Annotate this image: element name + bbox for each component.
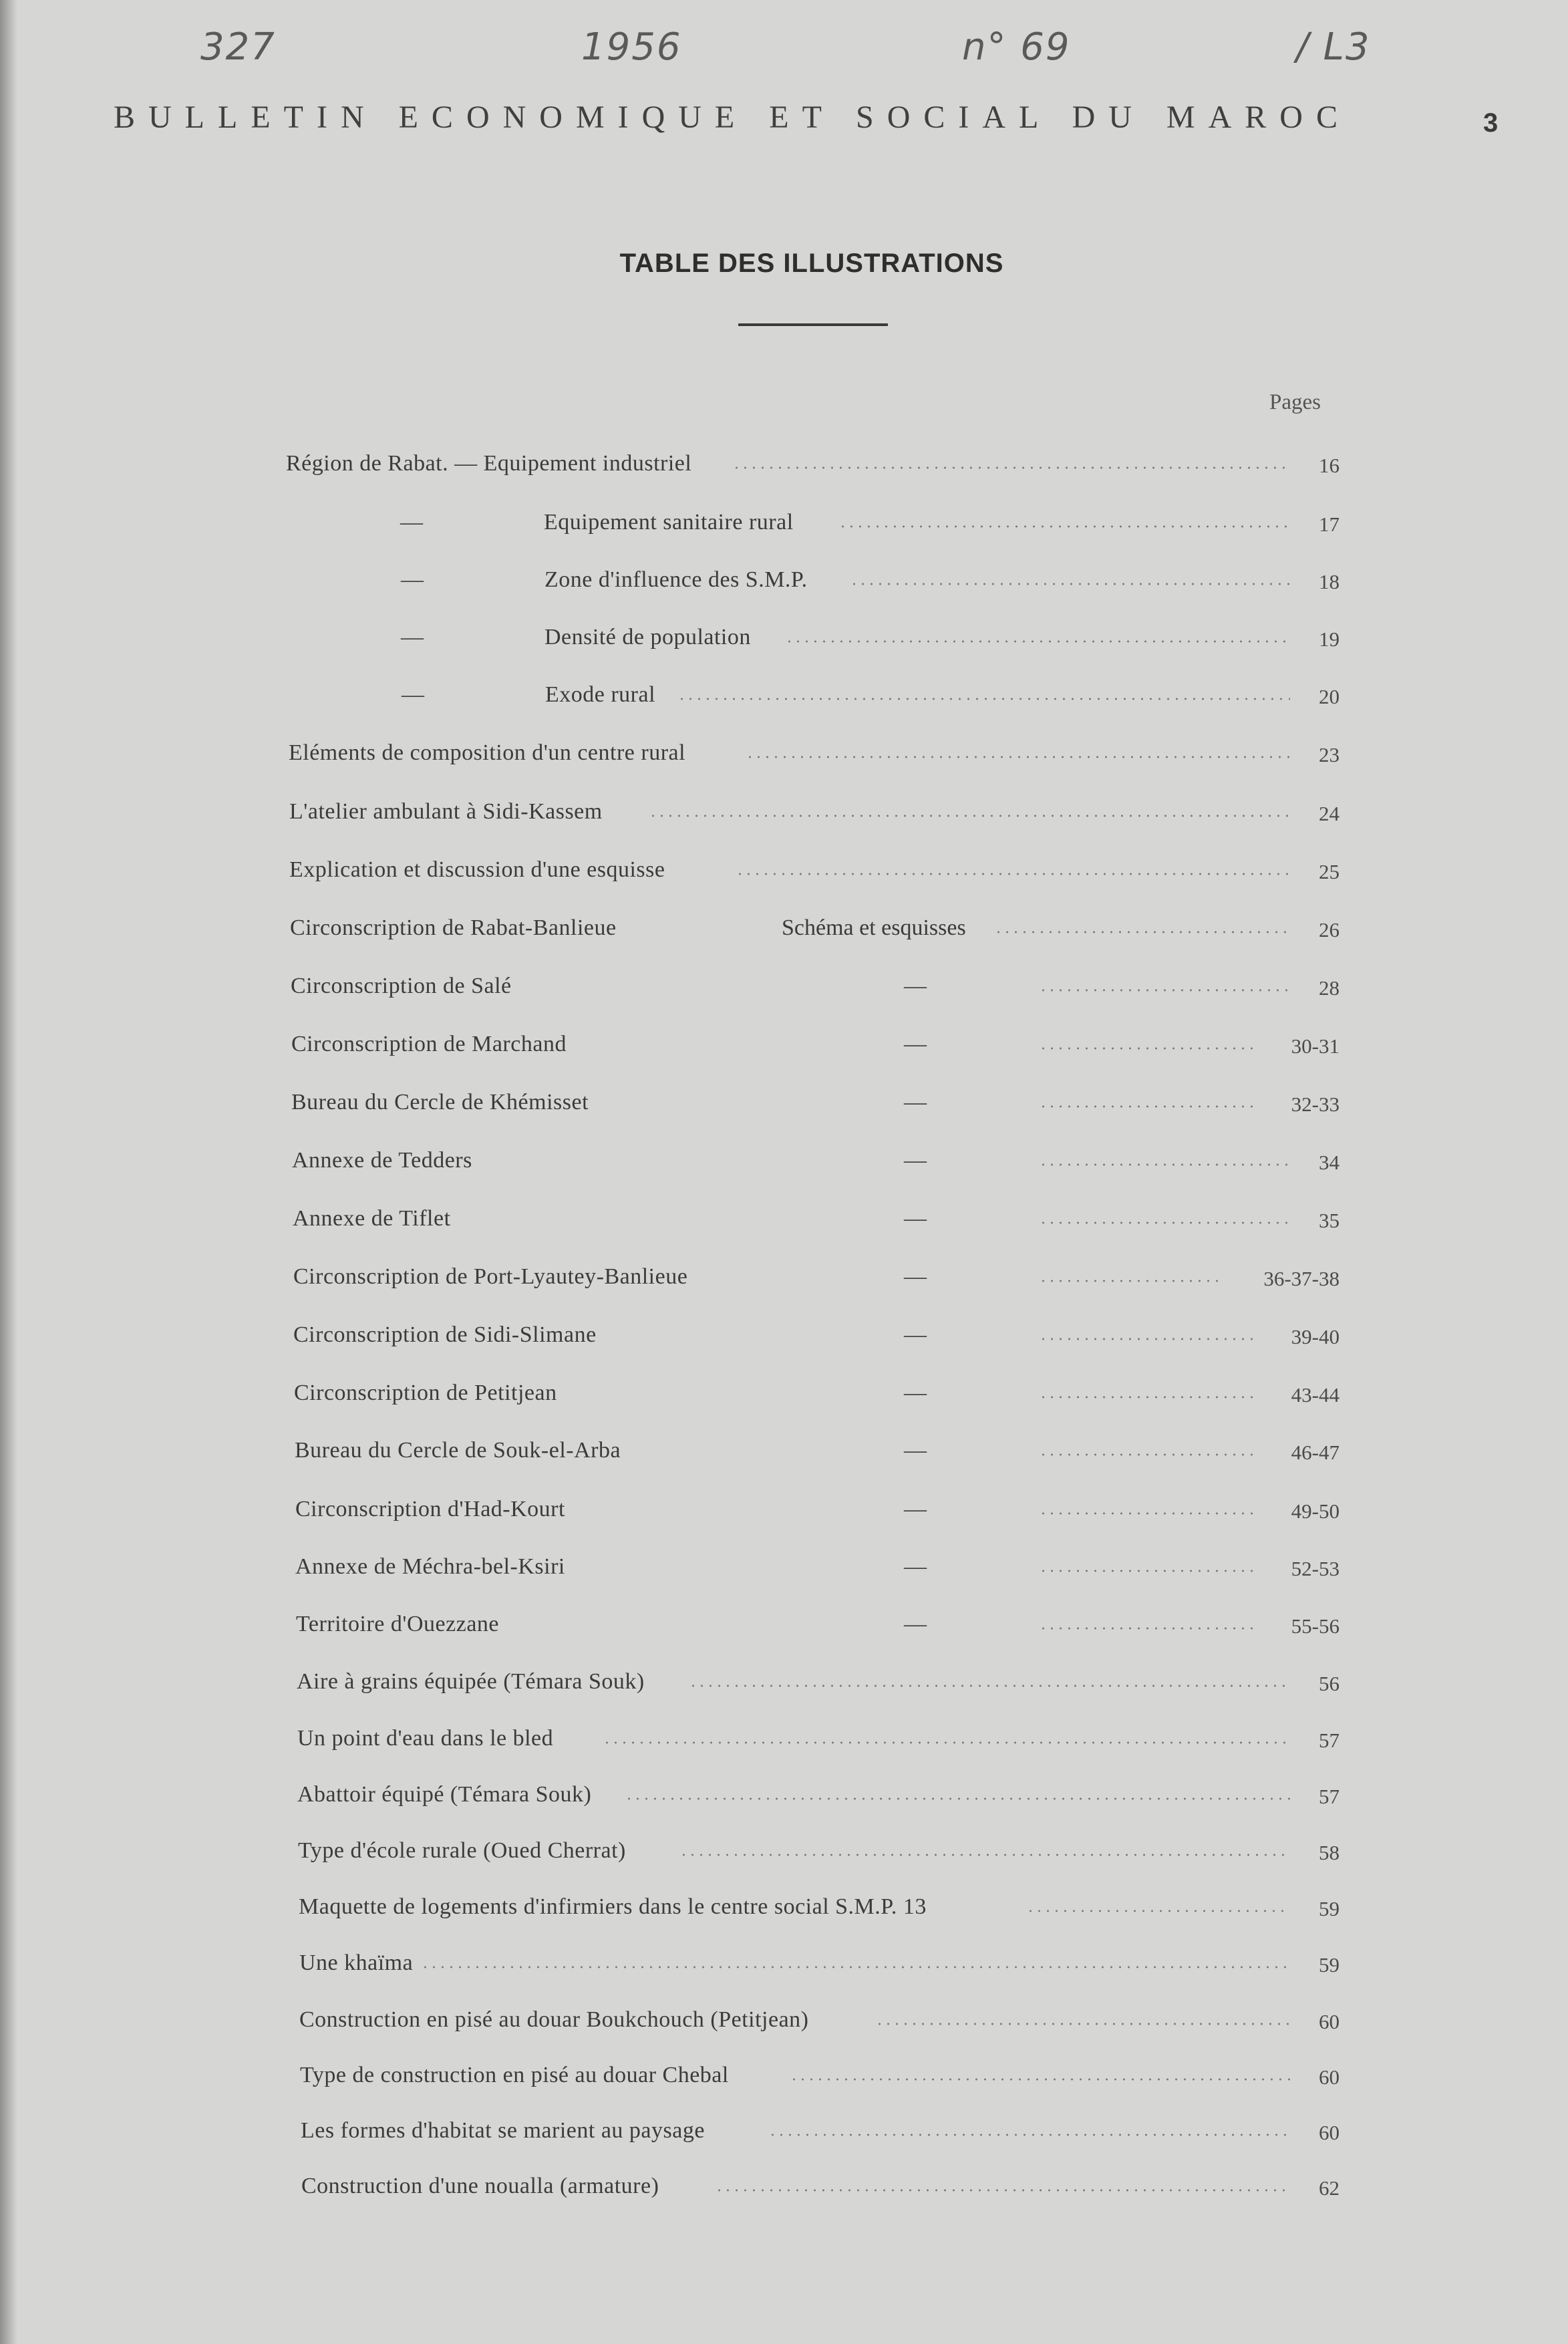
toc-entry — [0, 567, 1568, 597]
entry-page-number: 57 — [1319, 1729, 1340, 1752]
entry-label: L'atelier ambulant à Sidi-Kassem — [289, 799, 603, 824]
entry-page-number: 46-47 — [1291, 1441, 1340, 1464]
dot-leader — [746, 755, 1290, 759]
entry-label: Circonscription de Salé — [291, 974, 512, 998]
entry-label: Eléments de composition d'un centre rural — [289, 740, 686, 765]
entry-page-number: 58 — [1319, 1841, 1340, 1864]
dot-leader — [1026, 1909, 1290, 1913]
entry-page-number: 35 — [1319, 1209, 1340, 1232]
toc-entry — [0, 740, 1568, 770]
ditto-dash: — — [904, 974, 927, 998]
toc-entry — [0, 1148, 1568, 1177]
continuation-dash: — — [401, 625, 424, 649]
dot-leader — [1039, 1046, 1256, 1050]
dot-leader — [1039, 1163, 1290, 1167]
toc-entry — [0, 1090, 1568, 1119]
dot-leader — [625, 1797, 1290, 1801]
ditto-dash: — — [904, 1438, 927, 1463]
handwritten-mark: 327 — [200, 25, 276, 69]
ditto-dash: — — [904, 1090, 927, 1115]
page-number: 3 — [1483, 108, 1499, 138]
dot-leader — [838, 525, 1290, 529]
entry-page-number: 32-33 — [1291, 1092, 1340, 1116]
ditto-dash: — — [904, 1554, 927, 1579]
entry-label: Construction d'une noualla (armature) — [301, 2174, 659, 2198]
entry-label: Circonscription de Petitjean — [294, 1380, 557, 1405]
dot-leader — [1039, 1453, 1256, 1457]
entry-page-number: 60 — [1319, 2010, 1340, 2033]
ditto-dash: — — [904, 1148, 927, 1173]
toc-entry — [0, 1322, 1568, 1352]
entry-label: Annexe de Tiflet — [293, 1206, 451, 1231]
entry-label: Abattoir équipé (Témara Souk) — [297, 1782, 592, 1807]
toc-entry — [0, 1838, 1568, 1868]
entry-label: Les formes d'habitat se marient au paysage — [301, 2118, 705, 2143]
dot-leader — [677, 697, 1290, 701]
entry-label: Circonscription de Port-Lyautey-Banlieue — [293, 1264, 688, 1289]
entry-page-number: 28 — [1319, 976, 1340, 1000]
entry-page-number: 16 — [1319, 454, 1340, 477]
dot-leader — [736, 872, 1290, 876]
ditto-dash: — — [904, 1032, 927, 1056]
entry-page-number: 39-40 — [1291, 1325, 1340, 1348]
toc-entry — [0, 799, 1568, 829]
toc-entry — [0, 451, 1568, 480]
entry-page-number: 17 — [1319, 512, 1340, 536]
toc-entry — [0, 2174, 1568, 2203]
continuation-dash: — — [400, 510, 423, 535]
entry-label: Exode rural — [545, 682, 656, 707]
entry-label: Circonscription d'Had-Kourt — [295, 1497, 565, 1521]
entry-page-number: 60 — [1319, 2121, 1340, 2144]
entry-page-number: 59 — [1319, 1897, 1340, 1920]
ditto-dash: — — [904, 1612, 927, 1636]
entry-label: Circonscription de Marchand — [291, 1032, 567, 1056]
entry-page-number: 43-44 — [1291, 1383, 1340, 1407]
entry-label: Type de construction en pisé au douar Chebal — [300, 2063, 729, 2087]
entry-label: Zone d'influence des S.M.P. — [544, 567, 808, 592]
entry-label: Densité de population — [544, 625, 751, 649]
entry-label: Territoire d'Ouezzane — [296, 1612, 500, 1636]
toc-entry — [0, 915, 1568, 945]
toc-entry — [0, 1380, 1568, 1410]
entry-label: Région de Rabat. — Equipement industriel — [286, 451, 692, 476]
toc-entry — [0, 682, 1568, 712]
dot-leader — [790, 2077, 1290, 2081]
continuation-dash: — — [401, 567, 424, 592]
entry-label: Aire à grains équipée (Témara Souk) — [297, 1669, 645, 1694]
entry-page-number: 25 — [1319, 860, 1340, 883]
toc-entry — [0, 1264, 1568, 1294]
ditto-dash: — — [904, 1380, 927, 1405]
toc-entry — [0, 1669, 1568, 1699]
dot-leader — [732, 466, 1290, 470]
dot-leader — [1039, 1569, 1256, 1573]
title-underline — [738, 323, 888, 326]
entry-page-number: 34 — [1319, 1151, 1340, 1174]
entry-subtitle: Schéma et esquisses — [782, 915, 966, 940]
ditto-dash: — — [904, 1322, 927, 1347]
dot-leader — [785, 639, 1290, 643]
entry-label: Circonscription de Sidi-Slimane — [293, 1322, 597, 1347]
toc-entry — [0, 510, 1568, 539]
page-title: TABLE DES ILLUSTRATIONS — [619, 249, 1004, 278]
entry-label: Construction en pisé au douar Boukchouch (Petitjean) — [299, 2007, 809, 2032]
entry-page-number: 36-37-38 — [1263, 1267, 1340, 1290]
entry-page-number: 19 — [1319, 627, 1340, 651]
toc-entry — [0, 1782, 1568, 1811]
entry-label: Equipement sanitaire rural — [544, 510, 794, 535]
entry-page-number: 18 — [1319, 570, 1340, 593]
toc-entry — [0, 974, 1568, 1003]
entry-page-number: 56 — [1319, 1672, 1340, 1695]
entry-label: Bureau du Cercle de Souk-el-Arba — [295, 1438, 621, 1463]
entry-label: Maquette de logements d'infirmiers dans le centre social S.M.P. 13 — [299, 1894, 927, 1919]
toc-entry — [0, 2063, 1568, 2092]
toc-entry — [0, 1032, 1568, 1061]
entry-page-number: 57 — [1319, 1785, 1340, 1808]
entry-label: Explication et discussion d'une esquisse — [289, 857, 665, 882]
pages-column-header: Pages — [1269, 390, 1321, 414]
dot-leader — [1039, 1337, 1256, 1341]
dot-leader — [1039, 1221, 1290, 1225]
masthead: BULLETIN ECONOMIQUE ET SOCIAL DU MAROC — [114, 100, 1351, 135]
toc-entry — [0, 1950, 1568, 1980]
entry-label: Annexe de Méchra-bel-Ksiri — [295, 1554, 565, 1579]
entry-page-number: 55-56 — [1291, 1614, 1340, 1638]
ditto-dash: — — [904, 1497, 927, 1521]
toc-entry — [0, 857, 1568, 887]
entry-label: Un point d'eau dans le bled — [297, 1726, 554, 1751]
entry-label: Bureau du Cercle de Khémisset — [291, 1090, 589, 1115]
toc-entry — [0, 2007, 1568, 2037]
entry-page-number: 62 — [1319, 2176, 1340, 2200]
toc-entry — [0, 1206, 1568, 1235]
entry-label: Annexe de Tedders — [292, 1148, 472, 1173]
entry-page-number: 60 — [1319, 2065, 1340, 2089]
toc-entry — [0, 1554, 1568, 1584]
handwritten-mark: / L3 — [1296, 25, 1371, 69]
entry-page-number: 24 — [1319, 802, 1340, 825]
toc-entry — [0, 625, 1568, 654]
handwritten-mark: 1956 — [581, 25, 682, 69]
dot-leader — [1039, 1511, 1256, 1515]
dot-leader — [1039, 988, 1290, 992]
dot-leader — [1039, 1279, 1222, 1283]
dot-leader — [875, 2022, 1290, 2026]
entry-label: Circonscription de Rabat-Banlieue — [290, 915, 617, 940]
toc-entry — [0, 1612, 1568, 1641]
toc-entry — [0, 2118, 1568, 2148]
dot-leader — [768, 2133, 1290, 2137]
dot-leader — [421, 1965, 1290, 1969]
toc-entry — [0, 1894, 1568, 1924]
dot-leader — [1039, 1105, 1256, 1109]
dot-leader — [689, 1684, 1290, 1688]
entry-page-number: 20 — [1319, 685, 1340, 708]
dot-leader — [1039, 1626, 1256, 1630]
toc-entry — [0, 1726, 1568, 1755]
dot-leader — [1039, 1395, 1256, 1399]
dot-leader — [715, 2188, 1290, 2192]
dot-leader — [994, 930, 1290, 934]
entry-page-number: 23 — [1319, 743, 1340, 766]
entry-page-number: 30-31 — [1291, 1034, 1340, 1058]
entry-label: Une khaïma — [299, 1950, 414, 1975]
toc-entry — [0, 1438, 1568, 1467]
entry-page-number: 59 — [1319, 1953, 1340, 1976]
continuation-dash: — — [402, 682, 424, 707]
dot-leader — [603, 1741, 1290, 1745]
ditto-dash: — — [904, 1264, 927, 1289]
entry-page-number: 26 — [1319, 918, 1340, 941]
ditto-dash: — — [904, 1206, 927, 1231]
dot-leader — [850, 582, 1290, 586]
dot-leader — [679, 1853, 1290, 1857]
toc-entry — [0, 1497, 1568, 1526]
entry-page-number: 52-53 — [1291, 1557, 1340, 1580]
entry-page-number: 49-50 — [1291, 1499, 1340, 1523]
handwritten-mark: n° 69 — [962, 25, 1071, 69]
entry-label: Type d'école rurale (Oued Cherrat) — [298, 1838, 626, 1863]
dot-leader — [649, 814, 1290, 818]
